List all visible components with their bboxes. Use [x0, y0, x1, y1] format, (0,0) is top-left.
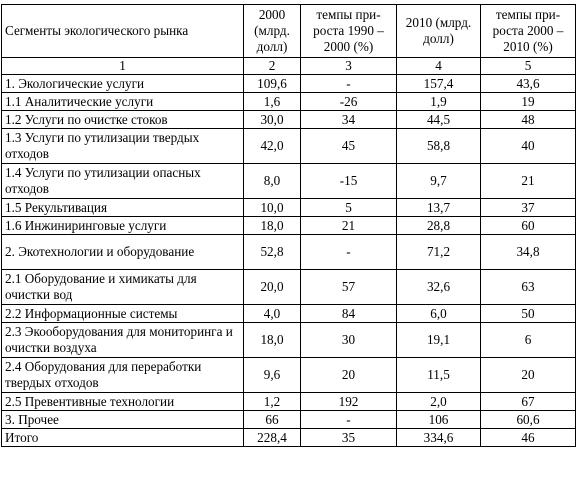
- segment-cell: 2. Экотехнологии и оборудование: [2, 235, 244, 270]
- table-row: [2, 93, 576, 111]
- rate-1990-cell: -: [301, 235, 397, 270]
- rate-2000-cell: 63: [481, 270, 576, 305]
- table-row: [2, 217, 576, 235]
- rate-2000-cell: 40: [481, 129, 576, 164]
- rate-1990-cell: 20: [301, 358, 397, 393]
- value-2010-cell: 1,9: [397, 93, 481, 111]
- index-cell: 4: [397, 58, 481, 75]
- value-2000-cell: 18,0: [244, 323, 301, 358]
- rate-1990-cell: -15: [301, 164, 397, 199]
- eco-market-table: [1, 4, 576, 447]
- value-2000-cell: 9,6: [244, 358, 301, 393]
- rate-2000-cell: 6: [481, 323, 576, 358]
- index-row: [2, 58, 576, 75]
- rate-1990-cell: -: [301, 411, 397, 429]
- segment-cell: 2.2 Информационные системы: [2, 305, 244, 323]
- index-cell: 1: [2, 58, 244, 75]
- table-row: [2, 411, 576, 429]
- value-2010-cell: 71,2: [397, 235, 481, 270]
- table-row: [2, 75, 576, 93]
- value-2000-cell: 1,6: [244, 93, 301, 111]
- value-2000-cell: 109,6: [244, 75, 301, 93]
- segment-cell: 1. Экологические услуги: [2, 75, 244, 93]
- rate-2000-cell: 19: [481, 93, 576, 111]
- segment-cell: 1.5 Рекультивация: [2, 199, 244, 217]
- segment-cell: 1.2 Услуги по очистке стоков: [2, 111, 244, 129]
- table-row: [2, 270, 576, 305]
- value-2000-cell: 42,0: [244, 129, 301, 164]
- value-2010-cell: 32,6: [397, 270, 481, 305]
- table-row: [2, 235, 576, 270]
- table-row: [2, 111, 576, 129]
- rate-2000-cell: 37: [481, 199, 576, 217]
- value-2010-cell: 13,7: [397, 199, 481, 217]
- rate-2000-cell: 21: [481, 164, 576, 199]
- index-cell: 3: [301, 58, 397, 75]
- segment-cell: 2.3 Экооборудования для мониторинга и очистки воздуха: [2, 323, 244, 358]
- table-row: [2, 429, 576, 447]
- table-row: [2, 129, 576, 164]
- segment-cell: 1.6 Инжиниринговые услуги: [2, 217, 244, 235]
- value-2010-cell: 11,5: [397, 358, 481, 393]
- rate-1990-cell: 30: [301, 323, 397, 358]
- header-2000: 2000 (млрд. долл): [244, 5, 301, 58]
- value-2010-cell: 334,6: [397, 429, 481, 447]
- value-2010-cell: 19,1: [397, 323, 481, 358]
- value-2000-cell: 66: [244, 411, 301, 429]
- value-2000-cell: 18,0: [244, 217, 301, 235]
- rate-1990-cell: 57: [301, 270, 397, 305]
- value-2000-cell: 1,2: [244, 393, 301, 411]
- segment-cell: 1.4 Услуги по утилизации опасных отходов: [2, 164, 244, 199]
- table-row: [2, 358, 576, 393]
- rate-1990-cell: 5: [301, 199, 397, 217]
- segment-cell: 1.3 Услуги по утилизации твердых отходов: [2, 129, 244, 164]
- segment-cell: 2.5 Превентивные технологии: [2, 393, 244, 411]
- rate-2000-cell: 60: [481, 217, 576, 235]
- segment-cell: 1.1 Аналитические услуги: [2, 93, 244, 111]
- rate-1990-cell: 34: [301, 111, 397, 129]
- header-row: [2, 5, 576, 58]
- rate-2000-cell: 43,6: [481, 75, 576, 93]
- table-row: [2, 305, 576, 323]
- index-cell: 2: [244, 58, 301, 75]
- table-row: [2, 164, 576, 199]
- table-row: [2, 323, 576, 358]
- rate-1990-cell: 192: [301, 393, 397, 411]
- value-2010-cell: 28,8: [397, 217, 481, 235]
- rate-2000-cell: 20: [481, 358, 576, 393]
- value-2010-cell: 6,0: [397, 305, 481, 323]
- value-2010-cell: 106: [397, 411, 481, 429]
- segment-cell: 2.1 Оборудование и химикаты для очистки вод: [2, 270, 244, 305]
- rate-1990-cell: 84: [301, 305, 397, 323]
- rate-1990-cell: -26: [301, 93, 397, 111]
- header-rate-1990-2000: темпы при-роста 1990 – 2000 (%): [301, 5, 397, 58]
- rate-2000-cell: 46: [481, 429, 576, 447]
- value-2000-cell: 20,0: [244, 270, 301, 305]
- value-2010-cell: 2,0: [397, 393, 481, 411]
- table-row: [2, 199, 576, 217]
- value-2000-cell: 10,0: [244, 199, 301, 217]
- value-2000-cell: 30,0: [244, 111, 301, 129]
- rate-1990-cell: 21: [301, 217, 397, 235]
- rate-1990-cell: 45: [301, 129, 397, 164]
- rate-2000-cell: 60,6: [481, 411, 576, 429]
- index-cell: 5: [481, 58, 576, 75]
- table-container: [1, 4, 575, 447]
- header-2010: 2010 (млрд. долл): [397, 5, 481, 58]
- value-2000-cell: 4,0: [244, 305, 301, 323]
- rate-2000-cell: 67: [481, 393, 576, 411]
- value-2000-cell: 228,4: [244, 429, 301, 447]
- rate-2000-cell: 50: [481, 305, 576, 323]
- value-2010-cell: 9,7: [397, 164, 481, 199]
- value-2000-cell: 52,8: [244, 235, 301, 270]
- table-row: [2, 393, 576, 411]
- header-segment: Сегменты экологического рынка: [2, 5, 244, 58]
- rate-1990-cell: 35: [301, 429, 397, 447]
- segment-cell: 2.4 Оборудования для переработки твердых отходов: [2, 358, 244, 393]
- rate-2000-cell: 34,8: [481, 235, 576, 270]
- segment-cell: Итого: [2, 429, 244, 447]
- value-2000-cell: 8,0: [244, 164, 301, 199]
- value-2010-cell: 58,8: [397, 129, 481, 164]
- rate-2000-cell: 48: [481, 111, 576, 129]
- value-2010-cell: 44,5: [397, 111, 481, 129]
- header-rate-2000-2010: темпы при-роста 2000 – 2010 (%): [481, 5, 576, 58]
- value-2010-cell: 157,4: [397, 75, 481, 93]
- segment-cell: 3. Прочее: [2, 411, 244, 429]
- rate-1990-cell: -: [301, 75, 397, 93]
